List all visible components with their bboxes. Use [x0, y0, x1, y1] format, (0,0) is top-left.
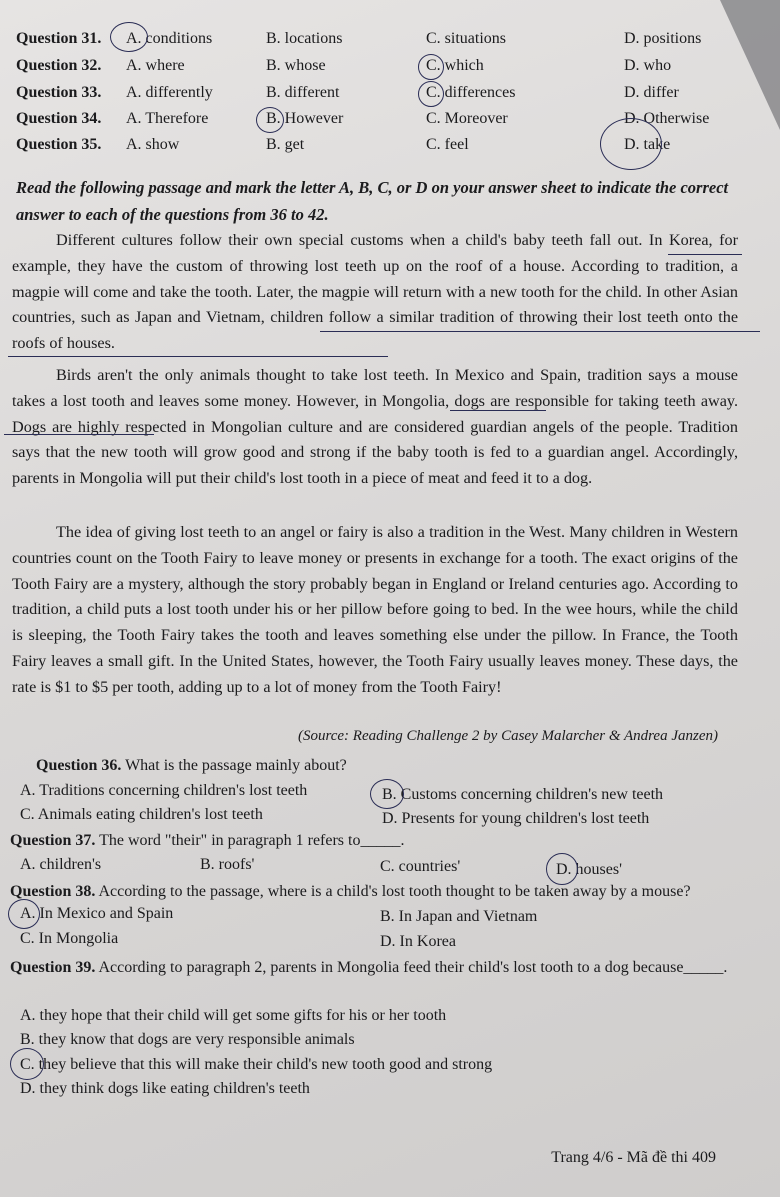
passage-paragraph-3: The idea of giving lost teeth to an angel or fairy is also a tradition in the West. Many children in Western countries count on the Tooth Fairy to leave money or presents in exchange for a tooth. The exact origins of the Tooth Fairy are a mystery, although the story probably began in England or Ireland centuries ago. According to tradition, a child puts a lost tooth under his or her pillow before going to bed. In the wee hours, while the child is sleeping, the Tooth Fairy takes the tooth and leaves something else under the pillow. In France, the Tooth Fairy leaves a small gift. In the United States, however, the Tooth Fairy usually leaves money. These days, the rate is $1 to $5 per tooth, adding up to a lot of money from the Tooth Fairy!: [12, 523, 738, 696]
option-a: A. show: [126, 136, 180, 153]
option-a: A. Therefore: [126, 110, 209, 127]
option-a: A. conditions: [126, 30, 213, 47]
option-a: A. where: [126, 57, 185, 74]
q38-option-b: B. In Japan and Vietnam: [380, 908, 538, 925]
option-d: D. Otherwise: [624, 110, 710, 127]
pen-underline: [320, 331, 760, 332]
question-38-stem: Question 38. According to the passage, where is a child's lost tooth thought to be taken away by a mouse?: [10, 883, 691, 900]
pen-circle-31a: [110, 22, 148, 52]
question-32-label: Question 32.: [16, 57, 102, 74]
option-c: C. Moreover: [426, 110, 508, 127]
pen-underline: [4, 434, 154, 435]
pen-circle-36b: [370, 779, 404, 809]
pen-circle-39c: [10, 1048, 44, 1080]
question-33-label: Question 33.: [16, 84, 102, 101]
q36-option-a: A. Traditions concerning children's lost teeth: [20, 782, 308, 799]
q38-option-d: D. In Korea: [380, 933, 456, 950]
question-34-row: [0, 106, 780, 132]
q38-option-c: C. In Mongolia: [20, 930, 119, 947]
q37-option-d: D. houses': [556, 861, 622, 878]
q38-option-a: A. In Mexico and Spain: [20, 905, 174, 922]
option-b: B. whose: [266, 57, 326, 74]
q36-option-d: D. Presents for young children's lost teeth: [382, 810, 650, 827]
question-31-label: Question 31.: [16, 30, 102, 47]
passage-source: (Source: Reading Challenge 2 by Casey Malarcher & Andrea Janzen): [297, 728, 718, 744]
pen-circle-34b: [256, 107, 284, 133]
question-32-row: [0, 53, 780, 79]
q39-option-b: B. they know that dogs are very responsible animals: [20, 1031, 355, 1048]
question-34-label: Question 34.: [16, 110, 102, 127]
option-b: B. different: [266, 84, 340, 101]
pen-circle-35d: [600, 118, 662, 170]
option-d: D. positions: [624, 30, 702, 47]
q37-option-c: C. countries': [380, 858, 461, 875]
pen-underline: [450, 410, 546, 411]
question-35-label: Question 35.: [16, 136, 102, 153]
passage-paragraph-2: Birds aren't the only animals thought to take lost teeth. In Mexico and Spain, tradition says a mouse takes a lost tooth and leaves some money. However, in Mongolia, dogs are responsible for taking teeth away. Dogs are highly respected in Mongolian culture and are considered guardian angels of the people. Tradition says that the new tooth will grow good and strong if the baby tooth is fed to a guardian angel. Accordingly, parents in Mongolia will put their child's lost tooth in a piece of meat and feed it to a dog.: [12, 366, 738, 488]
option-c: C. situations: [426, 30, 507, 47]
pen-circle-33c: [418, 81, 444, 107]
option-d: D. differ: [624, 84, 679, 101]
question-35-row: [0, 132, 780, 158]
option-b: B. However: [266, 110, 344, 127]
pen-circle-38a: [8, 899, 40, 929]
option-d: D. who: [624, 57, 672, 74]
page-footer: Trang 4/6 - Mã đề thi 409: [551, 1149, 716, 1166]
q36-option-c: C. Animals eating children's lost teeth: [20, 806, 263, 823]
option-d: D. take: [624, 136, 671, 153]
question-33-row: [0, 80, 780, 106]
option-b: B. get: [266, 136, 305, 153]
option-c: C. feel: [426, 136, 469, 153]
question-37-stem: Question 37. The word "their" in paragraph 1 refers to_____.: [10, 832, 405, 849]
reading-instruction: Read the following passage and mark the letter A, B, C, or D on your answer sheet to indicate the correct answer to each of the questions from 36 to 42.: [16, 178, 729, 224]
option-c: C. which: [426, 57, 484, 74]
pen-underline: [668, 254, 742, 255]
q39-option-c: C. they believe that this will make their child's new tooth good and strong: [20, 1056, 493, 1073]
q39-option-a: A. they hope that their child will get some gifts for his or her tooth: [20, 1007, 447, 1024]
pen-underline: [8, 356, 388, 357]
option-b: B. locations: [266, 30, 343, 47]
question-36-stem: Question 36. What is the passage mainly about?: [36, 757, 347, 774]
q37-option-a: A. children's: [20, 856, 102, 873]
option-a: A. differently: [126, 84, 213, 101]
q37-option-b: B. roofs': [200, 856, 255, 873]
passage-paragraph-1: Different cultures follow their own special customs when a child's baby teeth fall out. In Korea, for example, they have the custom of throwing lost teeth up on the roof of a house. According to tradition, a magpie will come and take the tooth. Later, the magpie will return with a new tooth for the child. In other Asian countries, such as Japan and Vietnam, children follow a similar tradition of throwing their lost teeth onto the roofs of houses.: [12, 231, 738, 353]
pen-circle-32c: [418, 54, 444, 80]
option-c: C. differences: [426, 84, 516, 101]
q39-option-d: D. they think dogs like eating children's teeth: [20, 1080, 310, 1097]
q36-option-b: B. Customs concerning children's new teeth: [382, 786, 664, 803]
question-39-stem: Question 39. According to paragraph 2, parents in Mongolia feed their child's lost tooth to a dog because_____.: [10, 959, 728, 976]
